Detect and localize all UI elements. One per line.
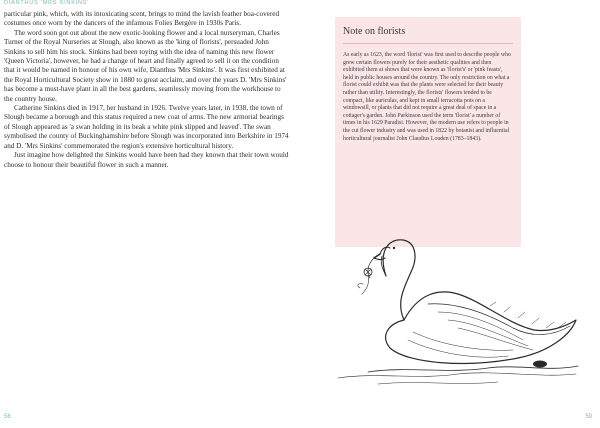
running-head: DIANTHUS 'MRS SINKINS' <box>4 0 90 6</box>
note-body: As early as 1623, the word 'florist' was first used to describe people who grew certain flowers purely for their aesthetic qualities and then exhibited them at shows that were known as 'florist's' or 'pink feasts', held in public houses around the country. The only restriction on what a florist could exhibit was that the plants were selected for their beauty rather than utility. Interestingly, the florists' flowers tended to be compact, like auriculas, and kept in small terracotta pots on a windowsill, or plants that did not require a great deal of space in a cottager's garden. John Parkinson used the term 'florist' a number of times in his 1629 Paradisi. However, the modern use refers to people in the cut flower industry and was used in 1822 by botanist and influential horticultural journalist John Claudius Louden (1783–1843). <box>343 52 511 142</box>
right-page <box>300 0 600 428</box>
divider <box>343 43 513 44</box>
page-number-left: 58 <box>4 414 11 420</box>
note-box <box>335 17 521 247</box>
page-number-right: 59 <box>585 414 592 420</box>
paragraph: particular pink, which, with its intoxicating scent, brings to mind the lavish feather boa-covered costumes once worn by the dancers of the infamous Folies Bergère in 1930s Paris. <box>4 10 280 28</box>
note-title: Note on florists <box>343 26 406 37</box>
paragraph: Catherine Sinkins died in 1917, her husband in 1926. Twelve years later, in 1938, the town of Slough became a borough and this status required a new coat of arms. The new armorial bearings of Slough appeared as 'a swan holding in its beak a white pink slipped and leaved'. The swan symbolised the county of Buckinghamshire before Slough was incorporated into Berkshire in 1974 and D. 'Mrs Sinkins' commemorated the region's extensive horticultural history. <box>4 104 289 150</box>
paragraph: The word soon got out about the new exotic-looking flower and a local nurseryman, Charles Turner of the Royal Nurseries at Slough, also known as the 'king of florists', persuaded John Sinkins to sell him his stock. Sinkins had been toying with the idea of naming this new flower 'Queen Victoria', however, he had a change of heart and finally agreed to sell it on the condition that it would be named in honour of his own wife, Dianthus 'Mrs Sinkins'. It was first exhibited at the Royal Horticultural Society show in 1880 to great acclaim, and over the years D. 'Mrs Sinkins' has become a must-have plant in all the best gardens, seamlessly moving from the workhouse to the country house. <box>4 28 287 103</box>
body-text <box>4 10 289 170</box>
paragraph: Just imagine how delighted the Sinkins would have been had they known that their town would choose to honour their beautiful flower in such a manner. <box>4 151 289 169</box>
swan-illustration <box>308 232 588 392</box>
